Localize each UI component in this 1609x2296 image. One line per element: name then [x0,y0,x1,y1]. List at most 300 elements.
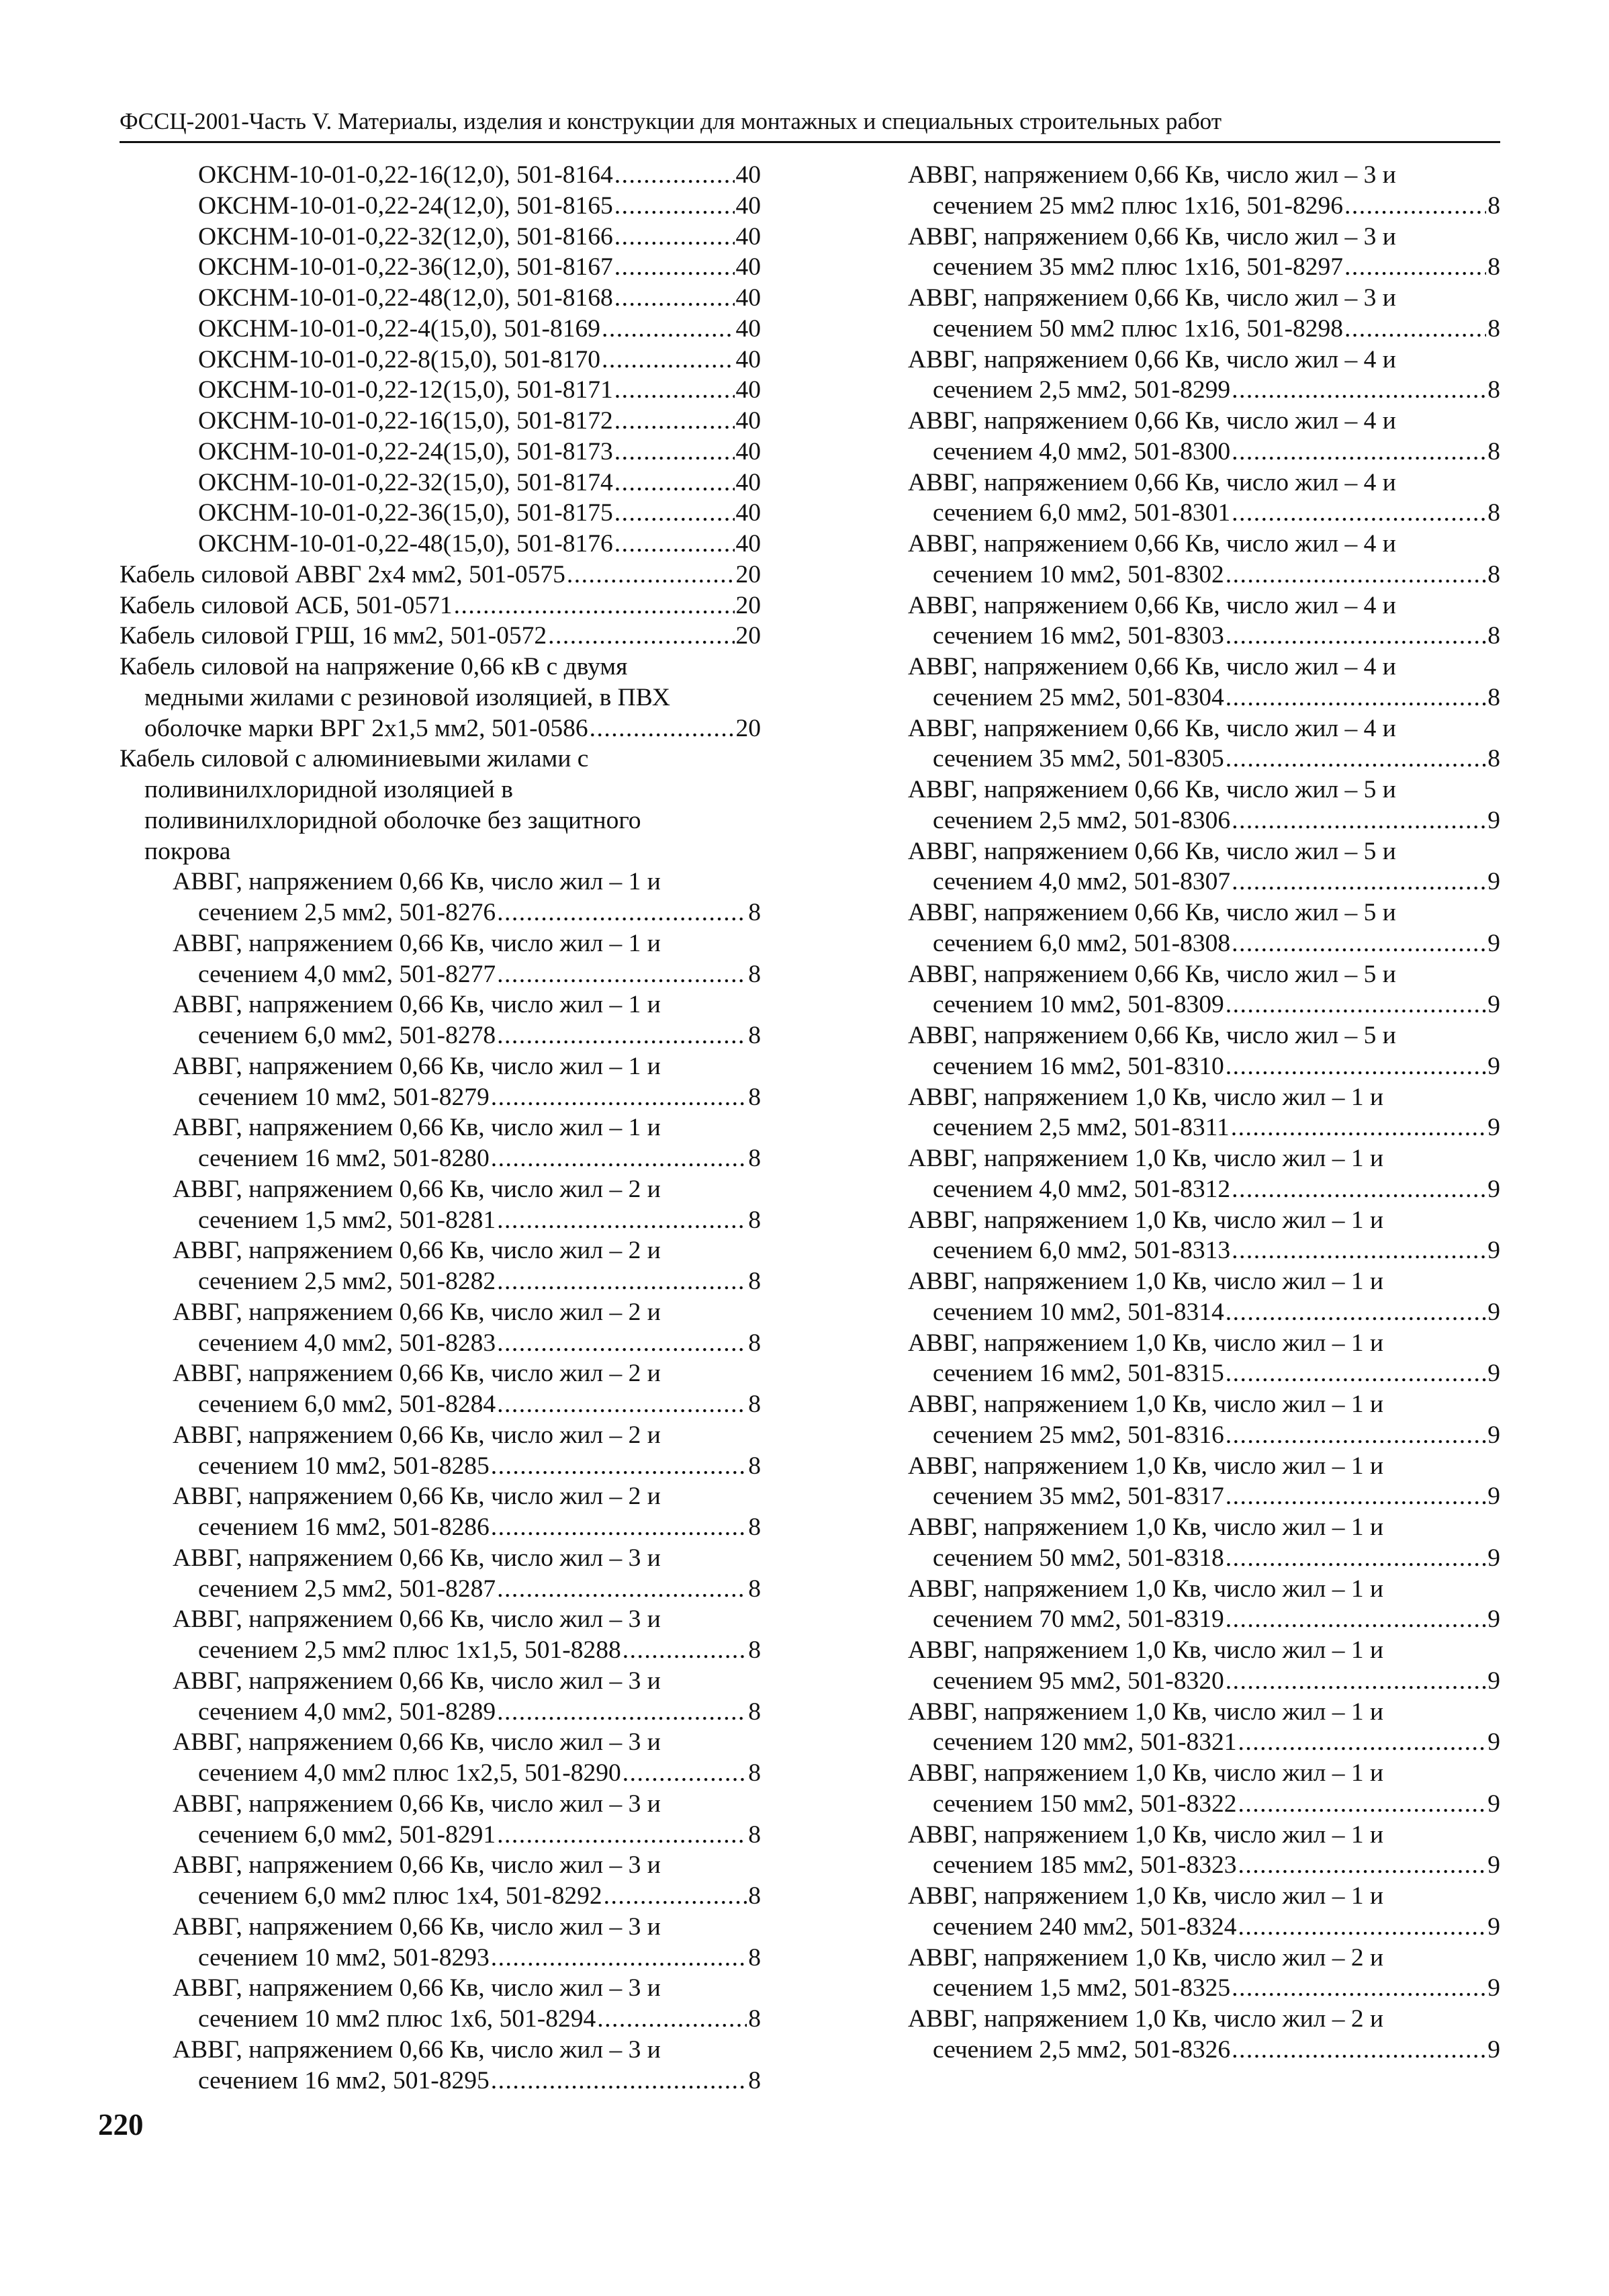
dot-leader [1226,1051,1486,1082]
dot-leader [1226,682,1486,713]
index-entry-line [120,1727,761,1758]
index-entry-line [120,1389,761,1420]
entry-text: сечением 16 мм2, 501-8295 [198,2066,490,2094]
index-entry-line [908,1420,1500,1451]
index-entry-line [120,1297,761,1328]
dot-leader [614,529,735,560]
dot-leader [1226,1666,1486,1697]
entry-text: сечением 6,0 мм2, 501-8313 [933,1237,1231,1265]
index-entry-line [120,1574,761,1605]
index-entry-line [120,1512,761,1543]
index-entry-line [908,283,1500,314]
entry-text: АВВГ, напряжением 0,66 Кв, число жил – 2 и [173,1483,661,1511]
entry-page-ref: 8 [748,1759,761,1787]
entry-page-ref: 40 [735,437,761,466]
entry-page-ref: 40 [735,253,761,281]
entry-text: сечением 35 мм2 плюс 1х16, 501-8297 [933,253,1343,281]
entry-page-ref: 8 [748,1697,761,1726]
entry-text: АВВГ, напряжением 1,0 Кв, число жил – 1 и [908,1452,1384,1480]
index-entry-line [120,437,761,468]
dot-leader [614,468,735,498]
entry-page-ref: 40 [735,468,761,496]
index-entry-line [908,1358,1500,1389]
entry-page-ref: 9 [1487,806,1500,834]
entry-text: АВВГ, напряжением 0,66 Кв, число жил – 2 и [173,1175,661,1203]
index-entry-line [908,437,1500,468]
index-entry-line [908,1235,1500,1266]
entry-text: АВВГ, напряжением 0,66 Кв, число жил – 2 и [173,1421,661,1449]
index-entry-line [120,529,761,560]
dot-leader [623,1635,747,1666]
index-entry-line [908,1943,1500,1974]
index-entry-line [120,160,761,191]
entry-page-ref: 9 [1487,1667,1500,1695]
dot-leader [491,2066,747,2096]
entry-page-ref: 8 [1487,376,1500,404]
dot-leader [602,314,734,345]
index-entry-line [908,1820,1500,1851]
index-entry-line [120,1604,761,1635]
index-entry-line [908,222,1500,253]
dot-leader [1232,928,1486,959]
entry-page-ref: 8 [748,1145,761,1172]
index-entry-line [908,1912,1500,1943]
entry-text: сечением 6,0 мм2, 501-8301 [933,499,1231,527]
dot-leader [1232,805,1486,836]
index-entry-line [908,1543,1500,1574]
index-entry-line [120,1205,761,1236]
entry-text: АВВГ, напряжением 0,66 Кв, число жил – 3 и [173,2035,661,2064]
dot-leader [614,498,735,529]
entry-page-ref: 40 [735,345,761,373]
entry-text: Кабель силовой ГРШ, 16 мм2, 501-0572 [120,622,547,650]
entry-text: сечением 2,5 мм2 плюс 1х1,5, 501-8288 [198,1636,621,1664]
index-entry-line [908,1850,1500,1881]
entry-text: АВВГ, напряжением 1,0 Кв, число жил – 1 и [908,1083,1384,1111]
index-entry-line [120,2035,761,2066]
entry-text: АВВГ, напряжением 0,66 Кв, число жил – 2 и [173,1237,661,1265]
entry-text: сечением 1,5 мм2, 501-8281 [198,1206,496,1234]
index-entry-line [908,590,1500,621]
dot-leader [1238,1789,1487,1820]
entry-text: сечением 35 мм2, 501-8305 [933,745,1224,773]
index-entry-line [120,1973,761,2004]
index-entry-line [908,713,1500,744]
dot-leader [1232,2035,1486,2066]
entry-text: сечением 10 мм2, 501-8293 [198,1943,490,1972]
entry-text: сечением 10 мм2, 501-8285 [198,1452,490,1480]
index-entry-line [120,1635,761,1666]
dot-leader [1231,1112,1486,1143]
index-entry-line [120,345,761,376]
index-entry-line [908,836,1500,867]
index-entry-line [120,959,761,990]
index-entry-line [120,1266,761,1297]
entry-page-ref: 9 [1487,1728,1500,1757]
entry-text: сечением 10 мм2, 501-8314 [933,1298,1224,1326]
entry-page-ref: 40 [735,284,761,312]
dot-leader [497,897,747,928]
dot-leader [1232,1174,1486,1205]
index-entry-line [908,468,1500,498]
dot-leader [614,222,735,253]
dot-leader [497,1205,747,1236]
running-header: ФССЦ-2001-Часть V. Материалы, изделия и конструкции для монтажных и специальных строительных работ [120,102,1500,143]
entry-page-ref: 20 [735,591,761,619]
entry-text: АВВГ, напряжением 1,0 Кв, число жил – 1 и [908,1759,1384,1787]
entry-page-ref: 8 [748,1943,761,1972]
entry-page-ref: 9 [1487,1298,1500,1326]
index-entry-line [120,2004,761,2035]
dot-leader [497,1020,747,1051]
index-entry-line [120,283,761,314]
entry-text: сечением 2,5 мм2, 501-8276 [198,899,496,926]
dot-leader [1226,989,1486,1020]
entry-text: АВВГ, напряжением 0,66 Кв, число жил – 5 и [908,837,1396,865]
entry-page-ref: 8 [748,1083,761,1111]
index-entry-line [120,1789,761,1820]
index-entry-line [908,1973,1500,2004]
entry-text: сечением 50 мм2 плюс 1х16, 501-8298 [933,314,1343,343]
dot-leader [1232,375,1486,406]
entry-page-ref: 8 [748,1452,761,1480]
entry-text: АВВГ, напряжением 0,66 Кв, число жил – 4 и [908,591,1396,619]
entry-text: АВВГ, напряжением 0,66 Кв, число жил – 3 и [173,1728,661,1757]
entry-text: ОКСНМ-10-01-0,22-36(12,0), 501-8167 [198,253,613,281]
index-entry-line [908,1604,1500,1635]
entry-text: АВВГ, напряжением 1,0 Кв, число жил – 1 и [908,1145,1384,1172]
entry-text: сечением 4,0 мм2, 501-8283 [198,1329,496,1357]
index-entry-line [120,468,761,498]
index-entry-line [120,775,761,805]
dot-leader [614,252,735,283]
index-entry-line [908,744,1500,775]
entry-page-ref: 8 [748,1390,761,1418]
index-entry-line [908,1666,1500,1697]
dot-leader [1226,1543,1486,1574]
entry-text: АВВГ, напряжением 1,0 Кв, число жил – 1 и [908,1206,1384,1234]
entry-page-ref: 9 [1487,1974,1500,2002]
entry-text: сечением 2,5 мм2, 501-8299 [933,376,1231,404]
index-entry-line [908,652,1500,682]
entry-page-ref: 8 [748,2066,761,2094]
dot-leader [1226,1420,1486,1451]
index-entry-line [120,1112,761,1143]
entry-text: АВВГ, напряжением 0,66 Кв, число жил – 3 и [173,1667,661,1695]
index-entry-line [908,775,1500,805]
entry-text: АВВГ, напряжением 0,66 Кв, число жил – 3 и [173,1851,661,1880]
index-entry-line [908,928,1500,959]
dot-leader [1226,1604,1486,1635]
index-entry-line [120,1881,761,1912]
index-entry-line [908,1389,1500,1420]
entry-text: АВВГ, напряжением 0,66 Кв, число жил – 2 и [173,1360,661,1388]
entry-page-ref: 9 [1487,1175,1500,1203]
entry-text: АВВГ, напряжением 1,0 Кв, число жил – 1 и [908,1697,1384,1726]
entry-text: Кабель силовой с алюминиевыми жилами с [120,745,589,773]
index-entry-line [120,314,761,345]
index-entry-line [908,1512,1500,1543]
entry-page-ref: 8 [1487,314,1500,343]
entry-text: ОКСНМ-10-01-0,22-24(15,0), 501-8173 [198,437,613,466]
dot-leader [1232,867,1486,897]
entry-text: сечением 16 мм2, 501-8315 [933,1360,1224,1388]
index-entry-line [120,406,761,437]
dot-leader [1344,252,1486,283]
dot-leader [1238,1850,1487,1881]
entry-text: сечением 10 мм2, 501-8279 [198,1083,490,1111]
index-entry-line [908,2035,1500,2066]
entry-page-ref: 8 [748,2005,761,2033]
entry-text: АВВГ, напряжением 1,0 Кв, число жил – 1 и [908,1390,1384,1418]
dot-leader [1226,744,1486,775]
entry-page-ref: 8 [748,960,761,988]
index-entry-line [908,897,1500,928]
entry-page-ref: 8 [748,1636,761,1664]
entry-text: сечением 10 мм2 плюс 1х6, 501-8294 [198,2005,596,2033]
dot-leader [497,1389,747,1420]
index-entry-line [908,621,1500,652]
entry-text: сечением 6,0 мм2, 501-8284 [198,1390,496,1418]
index-entry-line [120,836,761,867]
entry-text: АВВГ, напряжением 0,66 Кв, число жил – 1 и [173,929,661,957]
entry-text: сечением 4,0 мм2, 501-8312 [933,1175,1231,1203]
entry-text: ОКСНМ-10-01-0,22-12(15,0), 501-8171 [198,376,613,404]
index-entry-line [120,1943,761,1974]
entry-text: сечением 10 мм2, 501-8309 [933,991,1224,1019]
entry-page-ref: 9 [1487,2035,1500,2064]
entry-text: АВВГ, напряжением 0,66 Кв, число жил – 4 и [908,345,1396,373]
entry-text: сечением 35 мм2, 501-8317 [933,1483,1224,1511]
entry-text: АВВГ, напряжением 0,66 Кв, число жил – 5 и [908,960,1396,988]
index-entry-line [120,1850,761,1881]
index-entry-line [120,1666,761,1697]
index-entry-line [908,1205,1500,1236]
index-entry-line [908,406,1500,437]
entry-text: сечением 2,5 мм2, 501-8306 [933,806,1231,834]
dot-leader [1226,560,1486,590]
index-entry-line [120,375,761,406]
index-entry-line [120,1451,761,1482]
entry-text: сечением 4,0 мм2 плюс 1х2,5, 501-8290 [198,1759,621,1787]
entry-page-ref: 9 [1487,1360,1500,1388]
entry-page-ref: 8 [748,1575,761,1603]
index-entry-line [120,1174,761,1205]
entry-text: сечением 50 мм2, 501-8318 [933,1544,1224,1572]
dot-leader [491,1143,747,1174]
index-entry-line [120,1358,761,1389]
index-entry-line [908,2004,1500,2035]
index-entry-line [120,1697,761,1728]
index-entry-line [908,1789,1500,1820]
entry-text: АВВГ, напряжением 1,0 Кв, число жил – 1 и [908,1882,1384,1910]
entry-text: АВВГ, напряжением 0,66 Кв, число жил – 3 и [908,284,1396,312]
index-entry-line [120,1420,761,1451]
dot-leader [614,160,735,191]
entry-page-ref: 8 [748,1022,761,1049]
entry-text: сечением 4,0 мм2, 501-8289 [198,1697,496,1726]
index-entry-line [120,252,761,283]
entry-text: медными жилами с резиновой изоляцией, в ПВХ [144,683,670,711]
index-entry-line [120,191,761,222]
index-entry-line [908,805,1500,836]
entry-page-ref: 8 [1487,191,1500,220]
entry-page-ref: 40 [735,191,761,220]
index-entry-line [908,560,1500,590]
entry-text: АВВГ, напряжением 0,66 Кв, число жил – 1 и [173,1114,661,1142]
entry-page-ref: 40 [735,499,761,527]
entry-text: сечением 2,5 мм2, 501-8287 [198,1575,496,1603]
entry-text: АВВГ, напряжением 0,66 Кв, число жил – 4 и [908,530,1396,558]
entry-text: АВВГ, напряжением 0,66 Кв, число жил – 4 и [908,653,1396,680]
index-entry-line [120,989,761,1020]
index-entry-line [120,621,761,652]
entry-page-ref: 9 [1487,1605,1500,1634]
entry-text: АВВГ, напряжением 0,66 Кв, число жил – 3 и [908,161,1396,189]
dot-leader [1232,498,1486,529]
entry-text: Кабель силовой на напряжение 0,66 кВ с двумя [120,653,628,680]
entry-text: сечением 6,0 мм2, 501-8308 [933,929,1231,957]
dot-leader [614,283,735,314]
dot-leader [614,406,735,437]
index-entry-line [908,1051,1500,1082]
dot-leader [602,345,734,376]
index-entry-line [908,314,1500,345]
entry-text: АВВГ, напряжением 1,0 Кв, число жил – 1 и [908,1329,1384,1357]
dot-leader [491,1943,747,1974]
index-entry-line [120,928,761,959]
entry-page-ref: 40 [735,222,761,251]
entry-text: сечением 95 мм2, 501-8320 [933,1667,1224,1695]
entry-text: сечением 2,5 мм2, 501-8326 [933,2035,1231,2064]
entry-text: ОКСНМ-10-01-0,22-48(15,0), 501-8176 [198,530,613,558]
entry-text: сечением 2,5 мм2, 501-8282 [198,1268,496,1295]
dot-leader [1232,1235,1486,1266]
entry-page-ref: 8 [748,1268,761,1295]
dot-leader [567,560,735,590]
entry-page-ref: 8 [748,1513,761,1541]
entry-page-ref: 8 [748,1329,761,1357]
entry-text: АВВГ, напряжением 1,0 Кв, число жил – 1 и [908,1575,1384,1603]
dot-leader [1232,1973,1486,2004]
entry-page-ref: 8 [748,899,761,926]
index-entry-line [908,1481,1500,1512]
entry-text: АВВГ, напряжением 0,66 Кв, число жил – 4 и [908,468,1396,496]
index-entry-line [120,713,761,744]
entry-text: АВВГ, напряжением 0,66 Кв, число жил – 1 и [173,991,661,1019]
entry-text: сечением 6,0 мм2, 501-8278 [198,1022,496,1049]
dot-leader [1226,1481,1486,1512]
entry-text: сечением 2,5 мм2, 501-8311 [933,1114,1230,1142]
entry-text: АВВГ, напряжением 1,0 Кв, число жил – 2 и [908,1943,1384,1972]
entry-text: сечением 4,0 мм2, 501-8300 [933,437,1231,466]
index-entry-line [908,1297,1500,1328]
entry-page-ref: 9 [1487,1114,1500,1142]
entry-page-ref: 9 [1487,1483,1500,1511]
index-entry-line [908,191,1500,222]
entry-text: сечением 70 мм2, 501-8319 [933,1605,1224,1634]
entry-page-ref: 20 [735,622,761,650]
entry-page-ref: 20 [735,560,761,588]
dot-leader [548,621,734,652]
dot-leader [1238,1727,1487,1758]
entry-text: АВВГ, напряжением 0,66 Кв, число жил – 1 и [173,868,661,896]
index-entry-line [120,1020,761,1051]
entry-page-ref: 8 [1487,437,1500,466]
entry-text: АВВГ, напряжением 0,66 Кв, число жил – 2 и [173,1298,661,1326]
entry-text: сечением 6,0 мм2, 501-8291 [198,1820,496,1849]
dot-leader [1344,191,1486,222]
index-entry-line [120,1758,761,1789]
entry-text: сечением 4,0 мм2, 501-8307 [933,868,1231,896]
dot-leader [1226,1358,1486,1389]
entry-text: АВВГ, напряжением 0,66 Кв, число жил – 4 и [908,407,1396,435]
entry-text: сечением 16 мм2, 501-8310 [933,1052,1224,1080]
entry-page-ref: 9 [1487,1851,1500,1880]
index-entry-line [120,1328,761,1359]
index-entry-line [120,222,761,253]
entry-page-ref: 8 [1487,253,1500,281]
index-entry-line [120,1235,761,1266]
entry-text: сечением 6,0 мм2 плюс 1х4, 501-8292 [198,1882,602,1910]
entry-page-ref: 40 [735,161,761,189]
index-entry-line [120,1912,761,1943]
dot-leader [604,1881,747,1912]
entry-text: ОКСНМ-10-01-0,22-32(12,0), 501-8166 [198,222,613,251]
entry-text: ОКСНМ-10-01-0,22-36(15,0), 501-8175 [198,499,613,527]
entry-text: сечением 4,0 мм2, 501-8277 [198,960,496,988]
entry-page-ref: 8 [748,1206,761,1234]
entry-text: сечением 16 мм2, 501-8286 [198,1513,490,1541]
entry-text: АВВГ, напряжением 0,66 Кв, число жил – 3 и [908,222,1396,251]
entry-text: АВВГ, напряжением 1,0 Кв, число жил – 1 и [908,1513,1384,1541]
entry-text: ОКСНМ-10-01-0,22-48(12,0), 501-8168 [198,284,613,312]
dot-leader [1238,1912,1487,1943]
entry-text: сечением 240 мм2, 501-8324 [933,1912,1237,1941]
entry-page-ref: 40 [735,530,761,558]
index-entry-line [120,867,761,897]
index-entry-line [908,1758,1500,1789]
entry-text: сечением 16 мм2, 501-8280 [198,1145,490,1172]
index-entry-line [120,1143,761,1174]
index-entry-line [908,1328,1500,1359]
entry-text: сечением 25 мм2, 501-8316 [933,1421,1224,1449]
entry-page-ref: 9 [1487,1237,1500,1265]
entry-text: АВВГ, напряжением 1,0 Кв, число жил – 1 и [908,1820,1384,1849]
entry-text: ОКСНМ-10-01-0,22-4(15,0), 501-8169 [198,314,601,343]
entry-page-ref: 8 [1487,622,1500,650]
index-entry-line [120,1543,761,1574]
entry-text: АВВГ, напряжением 1,0 Кв, число жил – 1 и [908,1636,1384,1664]
entry-text: сечением 185 мм2, 501-8323 [933,1851,1237,1880]
entry-text: АВВГ, напряжением 0,66 Кв, число жил – 3 и [173,1912,661,1941]
dot-leader [497,1328,747,1359]
dot-leader [1226,621,1486,652]
entry-page-ref: 9 [1487,1544,1500,1572]
entry-text: сечением 1,5 мм2, 501-8325 [933,1974,1231,2002]
entry-page-ref: 9 [1487,1052,1500,1080]
index-entry-line [908,867,1500,897]
entry-page-ref: 40 [735,314,761,343]
entry-text: сечением 120 мм2, 501-8321 [933,1728,1237,1757]
entry-text: АВВГ, напряжением 0,66 Кв, число жил – 3 и [173,1790,661,1818]
index-entry-line [908,160,1500,191]
entry-text: сечением 150 мм2, 501-8322 [933,1790,1237,1818]
entry-text: АВВГ, напряжением 0,66 Кв, число жил – 3 и [173,1605,661,1634]
index-entry-line [908,1881,1500,1912]
entry-text: сечением 25 мм2 плюс 1х16, 501-8296 [933,191,1343,220]
entry-page-ref: 9 [1487,1421,1500,1449]
